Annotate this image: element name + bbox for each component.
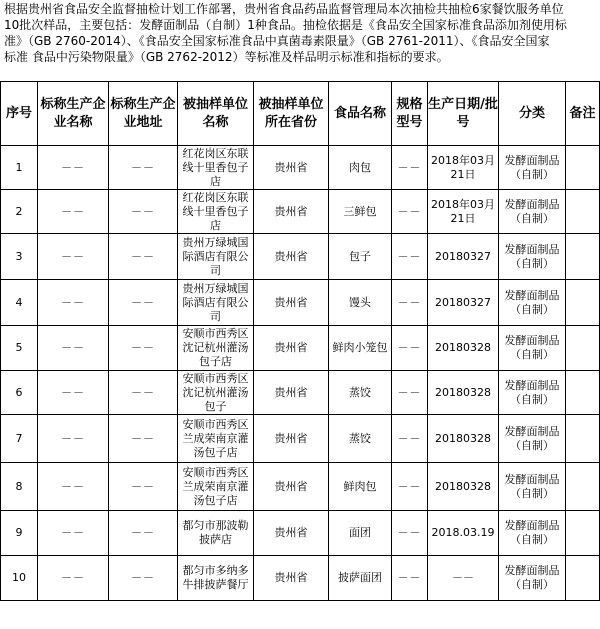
cell-index: 8 (1, 463, 38, 511)
cell-category: 发酵面制品（自制） (499, 234, 566, 280)
cell-spec: －－ (392, 146, 428, 190)
cell-production-date: 20180328 (428, 463, 499, 511)
cell-sampled-unit: 安顺市西秀区沈记杭州灌汤包子 (178, 371, 254, 415)
cell-sampled-unit: 红花岗区东联线十里香包子店 (178, 146, 254, 190)
cell-category: 发酵面制品（自制） (499, 415, 566, 463)
cell-remarks (566, 190, 600, 234)
cell-manufacturer-name: －－ (38, 146, 109, 190)
column-header-food-name: 食品名称 (329, 82, 392, 146)
table-row (1, 146, 600, 190)
cell-spec: －－ (392, 371, 428, 415)
cell-manufacturer-name: －－ (38, 190, 109, 234)
column-header-spec: 规格型号 (392, 82, 428, 146)
cell-remarks (566, 415, 600, 463)
table-row (1, 556, 600, 601)
cell-manufacturer-address: －－ (109, 556, 178, 601)
cell-category: 发酵面制品（自制） (499, 190, 566, 234)
intro-paragraph: 根据贵州省食品安全监督抽检计划工作部署，贵州省食品药品监督管理局本次抽检共抽检6家餐饮服务单位 10批次样品，主要包括：发酵面制品（自制）1种食品。抽检依据是《食品安全国家标准食品添加剂使用标 准》（GB 2760-2014）、《食品安全国家标准食品中真菌毒素限量》（GB 2761-2011）、《食品安全国家 标准 食品中污染物限量》（GB 2762-2012）等标准及样品明示标准和指标的要求。 (4, 2, 567, 64)
table-row (1, 463, 600, 511)
cell-manufacturer-address: －－ (109, 234, 178, 280)
cell-food-name: 蒸饺 (329, 415, 392, 463)
header-row (1, 82, 600, 146)
cell-province: 贵州省 (254, 234, 329, 280)
cell-food-name: 面团 (329, 511, 392, 556)
cell-manufacturer-address: －－ (109, 190, 178, 234)
cell-manufacturer-name: －－ (38, 234, 109, 280)
cell-province: 贵州省 (254, 415, 329, 463)
cell-province: 贵州省 (254, 463, 329, 511)
table-row (1, 511, 600, 556)
cell-sampled-unit: 安顺市西秀区兰成荣南京灌汤包子店 (178, 463, 254, 511)
cell-category: 发酵面制品（自制） (499, 371, 566, 415)
column-header-production-date: 生产日期/批号 (428, 82, 499, 146)
cell-remarks (566, 326, 600, 371)
cell-category: 发酵面制品（自制） (499, 463, 566, 511)
cell-manufacturer-address: －－ (109, 371, 178, 415)
cell-sampled-unit: 都匀市多纳多牛排披萨餐厅 (178, 556, 254, 601)
cell-category: 发酵面制品（自制） (499, 280, 566, 326)
cell-province: 贵州省 (254, 190, 329, 234)
cell-manufacturer-address: －－ (109, 511, 178, 556)
column-header-remarks: 备注 (566, 82, 600, 146)
cell-manufacturer-address: －－ (109, 280, 178, 326)
cell-food-name: 披萨面团 (329, 556, 392, 601)
cell-remarks (566, 463, 600, 511)
cell-food-name: 包子 (329, 234, 392, 280)
cell-province: 贵州省 (254, 146, 329, 190)
table-row (1, 326, 600, 371)
cell-index: 2 (1, 190, 38, 234)
cell-index: 7 (1, 415, 38, 463)
cell-remarks (566, 556, 600, 601)
cell-manufacturer-name: －－ (38, 415, 109, 463)
column-header-index: 序号 (1, 82, 38, 146)
cell-category: 发酵面制品（自制） (499, 146, 566, 190)
column-header-sampled-unit: 被抽样单位名称 (178, 82, 254, 146)
cell-index: 4 (1, 280, 38, 326)
cell-production-date: 20180327 (428, 234, 499, 280)
cell-manufacturer-name: －－ (38, 280, 109, 326)
column-header-province: 被抽样单位所在省份 (254, 82, 329, 146)
cell-food-name: 馒头 (329, 280, 392, 326)
sampling-results-table (0, 81, 600, 601)
cell-spec: －－ (392, 463, 428, 511)
column-header-category: 分类 (499, 82, 566, 146)
cell-food-name: 鲜肉包 (329, 463, 392, 511)
cell-food-name: 鲜肉小笼包 (329, 326, 392, 371)
cell-category: 发酵面制品（自制） (499, 326, 566, 371)
table-row (1, 280, 600, 326)
cell-spec: －－ (392, 280, 428, 326)
table-row (1, 415, 600, 463)
cell-food-name: 蒸饺 (329, 371, 392, 415)
cell-province: 贵州省 (254, 280, 329, 326)
cell-sampled-unit: 安顺市西秀区兰成荣南京灌汤包子店 (178, 415, 254, 463)
cell-production-date: 2018.03.19 (428, 511, 499, 556)
cell-spec: －－ (392, 415, 428, 463)
cell-province: 贵州省 (254, 511, 329, 556)
cell-province: 贵州省 (254, 326, 329, 371)
cell-manufacturer-name: －－ (38, 511, 109, 556)
cell-sampled-unit: 贵州万绿城国际酒店有限公司 (178, 280, 254, 326)
cell-province: 贵州省 (254, 556, 329, 601)
cell-production-date: 20180328 (428, 326, 499, 371)
cell-remarks (566, 511, 600, 556)
cell-index: 1 (1, 146, 38, 190)
cell-manufacturer-address: －－ (109, 463, 178, 511)
cell-manufacturer-address: －－ (109, 415, 178, 463)
cell-manufacturer-name: －－ (38, 371, 109, 415)
cell-index: 9 (1, 511, 38, 556)
cell-remarks (566, 280, 600, 326)
cell-production-date: 2018年03月21日 (428, 146, 499, 190)
cell-food-name: 肉包 (329, 146, 392, 190)
cell-remarks (566, 371, 600, 415)
cell-remarks (566, 146, 600, 190)
cell-category: 发酵面制品（自制） (499, 511, 566, 556)
cell-production-date: 2018年03月21日 (428, 190, 499, 234)
cell-sampled-unit: 贵州万绿城国际酒店有限公司 (178, 234, 254, 280)
cell-sampled-unit: 都匀市那波勒披萨店 (178, 511, 254, 556)
cell-manufacturer-name: －－ (38, 463, 109, 511)
table-row (1, 190, 600, 234)
cell-index: 10 (1, 556, 38, 601)
cell-category: 发酵面制品（自制） (499, 556, 566, 601)
cell-production-date: 20180328 (428, 371, 499, 415)
cell-manufacturer-address: －－ (109, 146, 178, 190)
column-header-manufacturer-name: 标称生产企业名称 (38, 82, 109, 146)
column-header-manufacturer-address: 标称生产企业地址 (109, 82, 178, 146)
cell-spec: －－ (392, 234, 428, 280)
cell-manufacturer-name: －－ (38, 556, 109, 601)
cell-index: 6 (1, 371, 38, 415)
cell-index: 5 (1, 326, 38, 371)
cell-food-name: 三鲜包 (329, 190, 392, 234)
cell-spec: －－ (392, 556, 428, 601)
cell-production-date: 20180328 (428, 415, 499, 463)
table-row (1, 371, 600, 415)
cell-sampled-unit: 安顺市西秀区沈记杭州灌汤包子店 (178, 326, 254, 371)
cell-production-date: 20180327 (428, 280, 499, 326)
cell-remarks (566, 234, 600, 280)
cell-production-date: －－ (428, 556, 499, 601)
cell-manufacturer-address: －－ (109, 326, 178, 371)
cell-manufacturer-name: －－ (38, 326, 109, 371)
cell-province: 贵州省 (254, 371, 329, 415)
cell-index: 3 (1, 234, 38, 280)
cell-spec: －－ (392, 190, 428, 234)
table-row (1, 234, 600, 280)
cell-sampled-unit: 红花岗区东联线十里香包子店 (178, 190, 254, 234)
cell-spec: －－ (392, 511, 428, 556)
cell-spec: －－ (392, 326, 428, 371)
